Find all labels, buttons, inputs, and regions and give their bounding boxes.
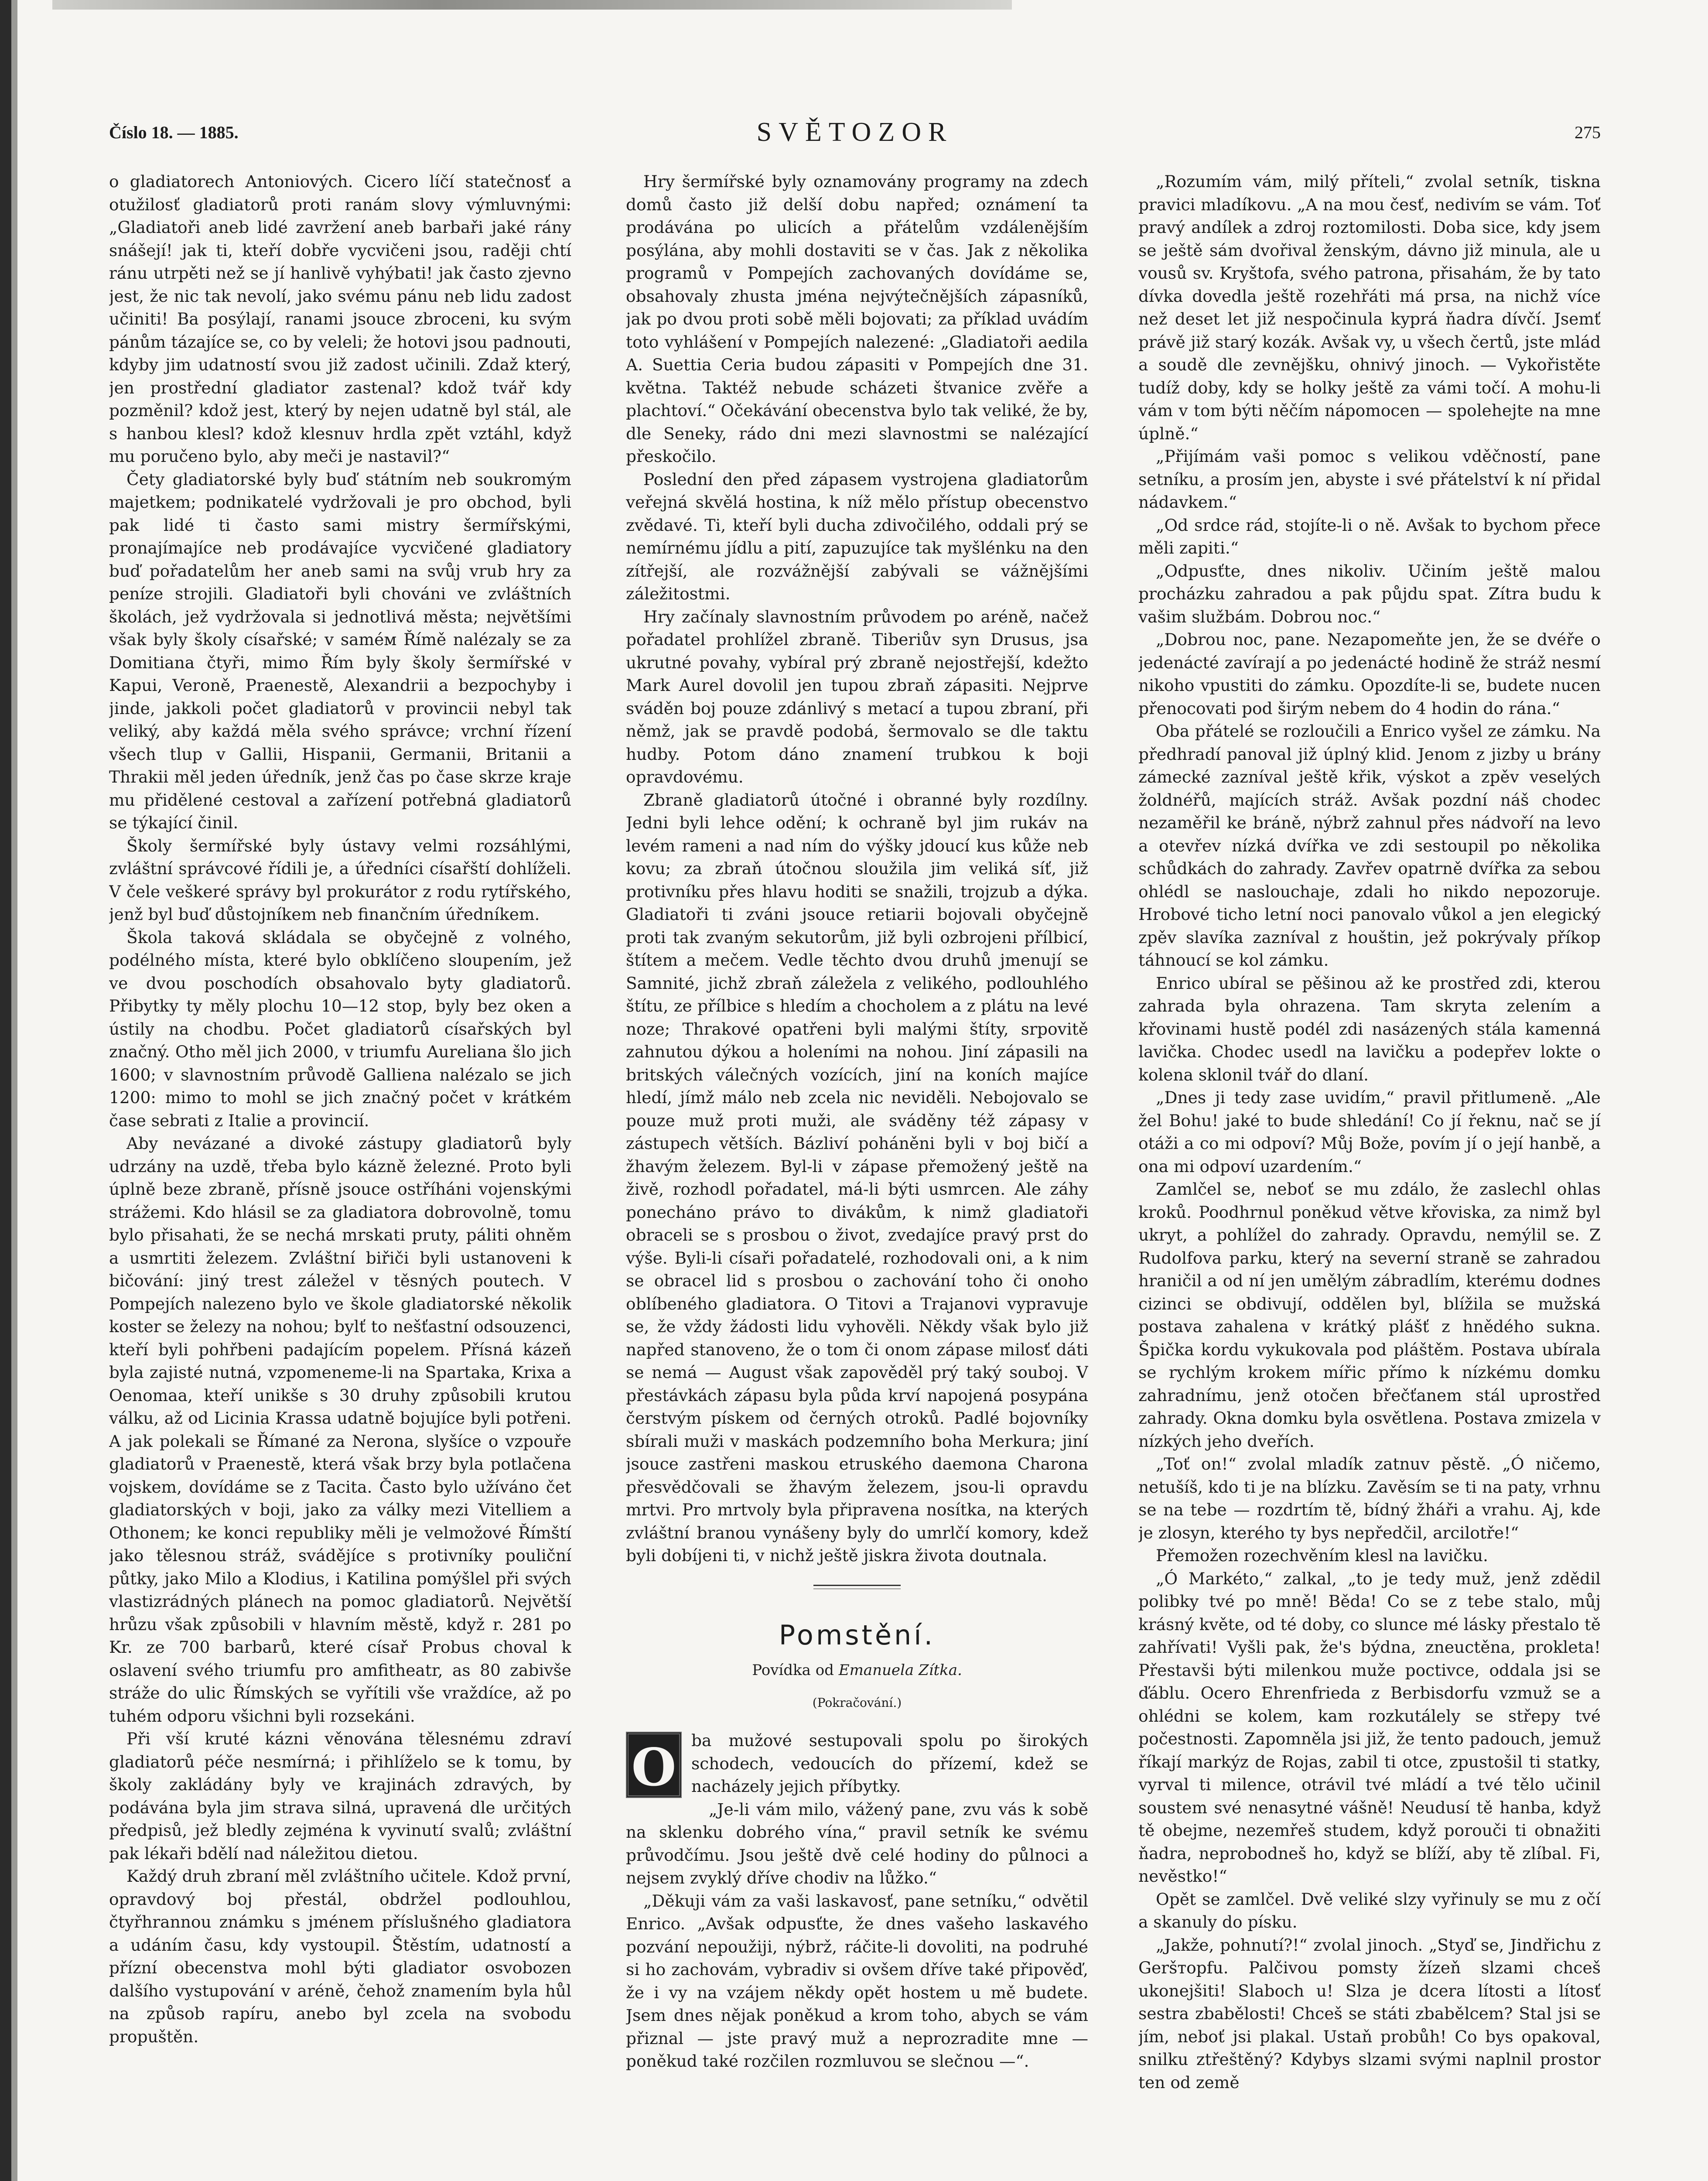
paragraph: „Děkuji vám za vaši laskavosť, pane setníku,“ odvětil Enrico. „Avšak odpusťte, že dnes vašeho laskavého pozvání nepoužiji, nýbrž, ráčite-li dovoliti, na podruhé si ho zachovám, vybradiv si ovšem dříve také připověď, že i vy na vzájem někdy opět hostem u mě budete. Jsem dnes nějak poněkud a krom toho, abych se vám přiznal — jste pravý muž a neprozraditе mne — poněkud také rozčilen rozmluvou se slečnou —“.	[626, 1891, 1088, 2071]
paragraph: Přemožen rozechvěním klesl na lavičku.	[1156, 1546, 1488, 1565]
story-opening-text: ba mužové sestupovali spolu po širokých schodech, vedoucích do přízemí, kdež se nacházely jejich příbytky.	[691, 1731, 1088, 1796]
paragraph: „Jakže, pohnutí?!“ zvolal jinoch. „Styď se, Jindřichu z Geršторfu. Palčivou pomsty žízeň slzami chceš ukonejšiti! Slaboch u! Slza je dcera lítosti a lítosť sestra zbabělosti! Chceš se státi zbabělcem? Stal jsi se jím, neboť jsi plakal. Ustaň probůh! Co bys opakoval, snilku ztřeštěný? Kdybys slzami svými naplnil prostor ten od země	[1138, 1935, 1601, 2092]
scan-top-mark	[52, 0, 1012, 10]
paragraph: Při vší kruté kázni věnována tělesnému zdraví gladiatorů péče nesmírná; i přihlíželo se k tomu, by školy zakládány byly ve krajinách zdravých, by podávána byla jim strava silná, upravená dle určitých předpisů, jež bledly zejména k vyvinutí svalů; zvláštní pak lékaři bdělí nad náležitou dietou.	[109, 1729, 571, 1863]
paragraph: Školy šermířské byly ústavy velmi rozsáhlými, zvláštní správcové řídili je, a úředníci císařští dohlíželi. V čele veškeré správy byl prokurátor z rodu rytířského, jenž byl buď důstojníkem neb finančním úředníkem.	[109, 836, 571, 924]
paragraph: Zbraně gladiatorů útočné i obranné byly rozdílny. Jedni byli lehce odění; k ochraně byl jim rukáv na levém rameni a nad ním do výšky jdoucí kus kůže neb kovu; za zbraň útočnou sloužila jim veliká síť, již protivníku přes hlavu hoditi se snažili, trojzub a dýka. Gladiatoři ti zváni jsouce retiarii bojovali obyčejně proti tak zvaným sekutorům, již byli ozbrojeni přílbicí, štítem a mečem. Vedle těchto dvou druhů jmenují se Samnité, jichž zbraň záležela z velikého, podlouhlého štítu, ze přílbice s hledím a chocholem a z plátu na levé noze; Thrakové opatřeni byli malými štíty, srpovitě zahnutou dýkou a holeními na nohou. Jiní zápasili na britských válečných vozících, jiní na koních majíce hledí, jímž málo neb zcela nic neviděli. Nebojovalo se pouze muž proti muži, ale sváděny též zápasy v zástupech větších. Bázliví poháněni byli v boj bičí a žhavým železem. Byl-li v zápase přemožený ještě na živě, rozhodl pořadatel, má-li býti usmrcen. Ale záhy ponecháno právo to divákům, k nimž gladiatoři obraceli se s prosbou o život, zvedajíce pravý prst do výše. Byli-li císaři pořadatelé, rozhodovali oni, a k nim se obracel lid s prosbou o zachování toho či onoho oblíbeného gladiatora. O Titovi a Trajanovi vypravuje se, že vždy žádosti lidu vyhověli. Někdy však bylo již napřed stanoveno, že o tom či onom zápase milosť dáti se nemá — August však zapověděl prý taký souboj. V přestávkách zápasu byla půda krví napojená posypána čerstvým pískem od černých otroků. Padlé bojovníky sbírali muži v maskách podzemního boha Merkura; jiní jsouce zastřeni maskou etruského daemona Charona přesvědčovali se žhavým železem, jsou-li opravdu mrtvi. Pro mrtvoly byla připravena nosítka, na kterých zvláštní branou vynášeny byly do umrlčí komory, kdež byli dobíjeni ti, v nichž ještě jiskra života doutnala.	[626, 790, 1088, 1565]
masthead-title: SVĚTOZOR	[756, 117, 953, 147]
paragraph: Enrico ubíral se pěšinou až ke prostřed zdi, kterou zahrada byla ohrazena. Tam skryta zelením a křovinami hustě podél zdi nasázených stála kamenná lavička. Chodec usedl na lavičku a podepřev lokte o kolena sklonil tvář do dlaní.	[1138, 973, 1601, 1084]
section-divider	[813, 1585, 901, 1589]
text-columns	[109, 170, 1601, 2181]
paragraph: „Od srdce rád, stojíte-li o ně. Avšak to bychom přece měli zapiti.“	[1138, 515, 1601, 557]
scan-edge-gray	[11, 0, 17, 2181]
column-1	[109, 170, 571, 2181]
column-2	[626, 170, 1088, 2181]
paragraph: Čety gladiatorské byly buď státním neb soukromým majetkem; podnikatelé vydržovali je pro obchod, byli pak lidé ti často sami mistry šermířskými, pronajímajíce neb prodávajíce vycvičené gladiatory buď pořadatelům her aneb sami na svůj vrub hry za peníze strojili. Gladiatoři byli chováni ve zvláštních školách, jež vydržovala si jednotlivá města; největšími však byly školy císařské; v saméм Římě nalézaly se za Domitiana čtyři, mimo Řím byly školy šermířské v Kapui, Veroně, Praenestě, Alexandrii a bezpochyby i jinde, jakkoli počet gladiatorů v provincii nebyl tak veliký, aby každá měla svého správce; vrchní řízení všech tlup v Gallii, Hispanii, Germanii, Britanii a Thrakii měl jeden úředník, jenž čas po čase skrze kraje mu přidělené cestoval a zařízení potřebná gladiatorů se týkající činil.	[109, 469, 571, 832]
paragraph: „Přijímám vaši pomoc s velikou vděčností, pane setníku, a prosím jen, abyste i své přátelství k ní přidal nádavkem.“	[1138, 447, 1601, 512]
page-header	[109, 109, 1601, 148]
issue-number: Číslo 18. — 1885.	[109, 123, 239, 142]
story-title: Pomstění.	[779, 1619, 936, 1651]
story-author: Emanuela Zítka.	[838, 1661, 962, 1679]
continuation-note: (Pokračování.)	[812, 1695, 902, 1710]
paragraph: Škola taková skládala se obyčejně z volného, podélného místa, které bylo obklíčeno sloupením, jež ve dvou poschodích obsahovalo byty gladiatorů. Přibytky ty měly plochu 10—12 stop, byly bez oken a ústily na chodbu. Počet gladiatorů císařských byl značný. Otho měl jich 2000, v triumfu Aureliana šlo jich 1600; v slavnostním průvodě Galliena nalézalo se jich 1200: mimo to mohl se jich značný počet v krátkém čase sebrati z Italie a provincií.	[109, 927, 571, 1130]
paragraph: Hry šermířské byly oznamovány programy na zdech domů často již delší dobu napřed; oznámení ta prodávána po ulicích a přátelům vzdálenějším posýlána, aby mohli dostaviti se v čas. Jak z několika programů v Pompejích zachovaných dovídáme se, obsahovaly zhusta jména nejvýtečnějších zápasníků, jak po dvou proti sobě měli bojovati; za příklad uvádím toto vyhlášení v Pompejích nalezené: „Gladiatoři aedila A. Suettia Ceria budou zápasiti v Pompejích dne 31. května. Taktéž nebude scházeti štvanice zvěře a plachtoví.“ Očekávání obecenstva bylo tak veliké, že by, dle Seneky, rádo dni mezi slavnostmi se nalézající přeskočilo.	[626, 172, 1088, 466]
story-opening-paragraph	[626, 1729, 1088, 1798]
scan-edge-dark	[0, 0, 11, 2181]
paragraph: Oba přátelé se rozloučili a Enrico vyšel ze zámku. Na předhradí panoval již úplný klid. Jenom z jizby u brány zámecké zazníval ještě křik, výskot a zpěv veselých žoldnéřů, majících stráž. Avšak pozdní náš chodec nezaměřil ke bráně, nýbrž zahnul přes nádvoří na levo a otevřev nízká dvířka ve zdi sestoupil po několika schůdkách do zahrady. Zavřev opatrně dvířka za sebou ohlédl se naslouchaje, zdali ho nikdo nepozoruje. Hrobové ticho letní noci panovalo vůkol a jen elegický zpěv slavíka zazníval z houštin, jež pokrývaly příkop táhnoucí se kol zámku.	[1138, 721, 1601, 970]
byline-prefix: Povídka od	[752, 1661, 834, 1679]
paragraph: „Dobrou noc, pane. Nezapomeňte jen, že se dvéře o jedenácté zavírají a po jedenácté hodině že stráž nesmí nikoho vpustiti do zámku. Opozdíte-li se, budete nucen přenocovati pod širým nebem do 4 hodin do rána.“	[1138, 630, 1601, 718]
page-number: 275	[1575, 123, 1601, 142]
paragraph: „Toť on!“ zvolal mladík zatnuv pěstě. „Ó ničemo, netušíš, kdo ti je na blízku. Zavěsím se ti na paty, vrhnu se na tebe — rozdrtím tě, bídný žháři a vrahu. Aj, kde je zlosyn, kterého ty bys nepředčil, arcilotře!“	[1138, 1454, 1601, 1542]
story-byline	[626, 1659, 1088, 1682]
story-heading-block	[626, 1585, 1088, 1715]
paragraph: Hry začínaly slavnostním průvodem po aréně, načež pořadatel prohlížel zbraně. Tiberiův syn Drusus, jsa ukrutné povahy, vybíral prý zbraně nejostřejší, kdežto Mark Aurel dovolil jen tupou zbraň zápasiti. Nejprve sváděn boj pouze zdánlivý s metací a tupou zbraní, při němž, jak se pravdě podobá, šermovalo se dle taktu hudby. Potom dáno znamení trubkou k boji opravdovému.	[626, 607, 1088, 786]
paragraph: „Dnes ji tedy zase uvidím,“ pravil přitlumeně. „Ale žel Bohu! jaké to bude shledání! Co jí řeknu, nač se jí otáži a co mi odpoví? Můj Bože, povím jí o její hanbě, a ona mi odpoví uzardením.“	[1138, 1088, 1601, 1176]
paragraph: Každý druh zbraní měl zvláštního učitele. Kdož první, opravdový boj přestál, obdržel podlouhlou, čtyřhrannou známku s jménem příslušného gladiatora a udáním času, kdy vystoupil. Štěstím, udatností a přízní obecenstva mohl býti gladiator osvobozen dalšího vystupování v aréně, čehož znamením byla hůl na způsob rapíru, anebo byl zcela na svobodu propuštěn.	[109, 1866, 571, 2046]
paragraph: Zamlčel se, neboť se mu zdálo, že zaslechl ohlas kroků. Poodhrnul poněkud větve křoviska, za nimž byl ukryt, a pohlížel do zahrady. Opravdu, nemýlil se. Z Rudolfova parku, který na severní straně se zahradou hraničil a od ní jen umělým zábradlím, kterému dodnes cizinci se obdivují, oddělen byl, blížila se mužská postava zahalena v krátký plášť z hnědého sukna. Špička kordu vykukovala pod pláštěm. Postava ubírala se rychlým krokem mířic přímo k nízkému domku zahradnímu, jenž otočen břečťanem stál uprostřed zahrady. Okna domku byla osvětlena. Postava zmizela v nízkých jeho dveřích.	[1138, 1179, 1601, 1451]
paragraph: Aby nevázané a divoké zástupy gladiatorů byly udrzány na uzdě, třeba bylo kázně železné. Proto byli úplně beze zbraně, přísně jsouce ostříháni vojenskými strážemi. Kdo hlásil se za gladiatora dobrovolně, tomu bylo přisahati, že se nechá mrskati pruty, páliti ohněm a usmrtiti železem. Zvláštní biřiči byli ustanoveni k bičování: jiný trest záležel v těsných poutech. V Pompejích nalezeno bylo ve škole gladiatorské několik koster se železy na nohou; bylť to nešťastní odsouzenci, kteří byli pohřbeni padajícím popelem. Přísná kázeň byla zajisté nutná, vzpomeneme-li na Spartaka, Krixa a Oenomaa, kteří unikše s 30 druhy způsobili krutou válku, až od Licinia Krassa udatně bojujíce byli potřeni. A jak polekali se Římané za Nerona, slyšíce o vzpouře gladiatorů v Praenestě, která však brzy byla potlačena vojskem, dovídáme se z Tacita. Často bylo užíváno čet gladiatorských v boji, jako za války mezi Vitelliem a Othonem; ke konci republiky měli je velmožové Římští jako tělesnou stráž, svádějíce s protivníky pouliční půtky, jako Milo a Klodius, i Katilina pomýšlel při svých vlastizrádných plánech na pomoc gladiatorů. Největší hrůzu však způsobili v hlavním městě, když r. 281 po Kr. ze 700 barbarů, které císař Probus choval k oslavení svého triumfu pro amfitheatr, as 80 zabivše stráže do ulic Římských se vyřítili vše vraždíce, až po tuhém odporu všichni byli rozsekáni.	[109, 1134, 571, 1726]
ornamental-initial: O	[626, 1732, 682, 1798]
paragraph: „Je-li vám milo, vážený pane, zvu vás k sobě na sklenku dobrého vína,“ pravil setník ke svému průvodčímu. Jsou ještě dvě celé hodiny do půlnoci a nejsem zvyklý dříve chodiv na lůžko.“	[626, 1799, 1088, 1887]
paragraph: „Odpusťte, dnes nikoliv. Učiním ještě malou procházku zahradou a pak půjdu spat. Zítra budu k vašim službám. Dobrou noc.“	[1138, 561, 1601, 626]
paragraph: o gladiatorech Antoniových. Cicero líčí statečnosť a otužilosť gladiatorů proti ranám slovy výmluvnými: „Gladiatoři aneb lidé zavržení aneb barbaři jaké rány snášejí! jak ti, kteří dobře vycvičeni jsou, raději chtí ránu utrpěti než se jí hanlivě vyhýbati! jak často zjevno jest, že nic tak nevolí, jako svému pánu neb lidu zadost učiniti! Ba posýlají, ranami jsouce zbroceni, ku svým pánům tázajíce se, co by veleli; že hotovi jsou padnouti, kdyby jim udatností svou již zadost učinili. Zdaž který, jen prostřední gladiator zastenal? kdož tvář kdy pozměnil? kdož jest, který by nejen udatně byl stál, ale s hanbou klesl? kdož klesnuv hrdla zpět vztáhl, když mu poručeno bylo, aby meči je nastavil?“	[109, 172, 571, 466]
newspaper-page	[109, 109, 1601, 2181]
paragraph: Poslední den před zápasem vystrojena gladiatorům veřejná skvělá hostina, k níž mělo přístup obecenstvo zvědavé. Ti, kteří byli ducha zdivočilého, oddali prý se nemírnému jídlu a pití, zapuzujíce tak myšlénku na den zítřejší, ale rozvážnější zabývali se vážnějšími záležitostmi.	[626, 469, 1088, 603]
column-3	[1138, 170, 1601, 2181]
paragraph: „Rozumím vám, milý příteli,“ zvolal setník, tiskna pravici mladíkovu. „A na mou česť, nedivím se vám. Toť pravý andílek a zdroj roztomilosti. Doba sice, kdy jsem se ještě sám dvořival ženským, dávno již minula, ale u vousů sv. Kryštofa, svého patrona, přisahám, že by tato dívka dovedla ještě rozehřáti má prsa, na nichž více než deset let již nespočinula kyprá ňadra dívčí. Jsemť právě již starý kozák. Avšak vy, u všech čertů, jste mlád a soudě dle zevnějšku, ohnivý jinoch. — Vykořistěte tudíž doby, kdy se holky ještě za vámi točí. A mohu-li vám v tom býti něčím nápomocen — spolehejte na mne úplně.“	[1138, 172, 1601, 443]
paragraph: Opět se zamlčel. Dvě veliké slzy vyřinuly se mu z očí a skanuly do písku.	[1138, 1889, 1601, 1931]
paragraph: „Ó Markéto,“ zalkal, „to je tedy muž, jenž zdědil polibky tvé po mně! Běda! Co se z tebe stalo, můj krásný květe, od té doby, co slunce mé lásky přestalo tě zahřívati! Vyšli pak, že's býdna, zneuctěna, prokleta! Přestavši býti milenkou muže poctivce, oddala jsi se ďáblu. Ocero Ehrenfrieda z Berbisdorfu vzmuž se a ohlédni se kolem, kam rozkutálely se střepy tvé počestnosti. Zapomněla jsi již, že tento padouch, jemuž říkají markýz de Rojas, zabil ti otce, zpustošil ti statky, vyrval ti milence, otrávil tvé mládí a tvé tělo učinil soustem své nenasytné vášně! Neudusí tě hanba, když tě obejme, nezemřeš studem, když porouči ti obnažiti ňadra, neprobodneš ho, když se blíží, aby tě zlíbal. Fi, nevěstko!“	[1138, 1569, 1601, 1886]
